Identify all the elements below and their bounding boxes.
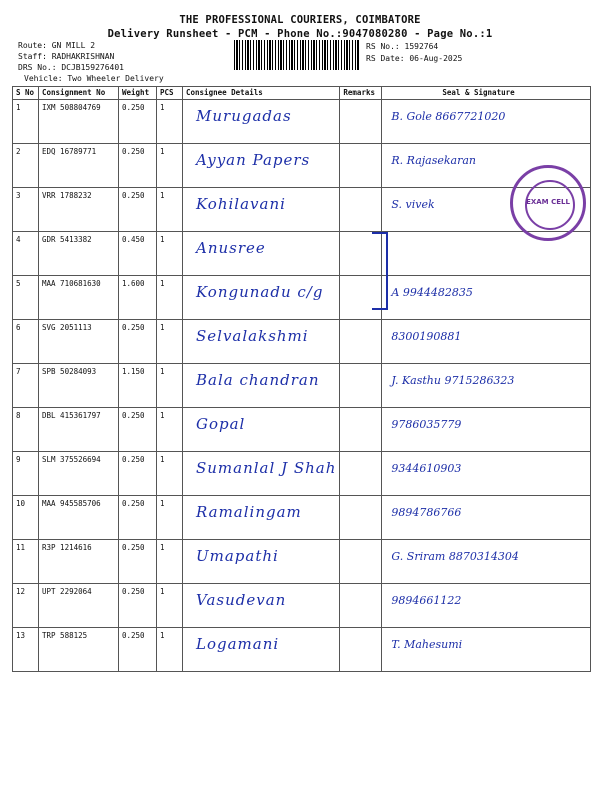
signature-handwriting: B. Gole 8667721020 xyxy=(391,110,506,123)
col-weight: Weight xyxy=(119,87,157,100)
weight-cell: 0.250 xyxy=(119,540,157,584)
signature-cell xyxy=(382,628,591,672)
signature-cell xyxy=(382,540,591,584)
consignee-cell xyxy=(183,408,340,452)
weight-cell: 0.250 xyxy=(119,188,157,232)
pcs-cell: 1 xyxy=(157,276,183,320)
consignee-handwriting: Bala chandran xyxy=(196,371,320,389)
consignee-handwriting: Murugadas xyxy=(196,107,292,125)
pcs-cell: 1 xyxy=(157,144,183,188)
consignee-cell xyxy=(183,540,340,584)
route-label: Route: GN MILL 2 xyxy=(18,41,96,50)
consignee-handwriting: Ramalingam xyxy=(196,503,302,521)
remarks-cell xyxy=(340,408,382,452)
signature-cell xyxy=(382,452,591,496)
signature-handwriting: 9894786766 xyxy=(391,506,462,519)
signature-handwriting: S. vivek xyxy=(391,198,435,211)
pcs-cell: 1 xyxy=(157,408,183,452)
table-row xyxy=(13,144,591,188)
remarks-cell xyxy=(340,188,382,232)
consignment-cell: MAA 710681630 xyxy=(39,276,119,320)
col-pcs: PCS xyxy=(157,87,183,100)
consignee-cell xyxy=(183,584,340,628)
col-signature: Seal & Signature xyxy=(382,87,591,100)
runsheet-table xyxy=(12,86,591,672)
barcode-image xyxy=(234,40,360,70)
weight-cell: 0.250 xyxy=(119,496,157,540)
pcs-cell: 1 xyxy=(157,584,183,628)
pcs-cell: 1 xyxy=(157,540,183,584)
remarks-cell xyxy=(340,540,382,584)
table-row xyxy=(13,584,591,628)
table-row xyxy=(13,364,591,408)
consignment-cell: SPB 50284093 xyxy=(39,364,119,408)
table-row xyxy=(13,540,591,584)
table-row xyxy=(13,496,591,540)
col-consignee: Consignee Details xyxy=(183,87,340,100)
weight-cell: 0.250 xyxy=(119,628,157,672)
signature-handwriting: G. Sriram 8870314304 xyxy=(391,550,519,563)
sno-cell: 11 xyxy=(13,540,39,584)
pcs-cell: 1 xyxy=(157,496,183,540)
consignment-cell: TRP 588125 xyxy=(39,628,119,672)
consignee-handwriting: Kongunadu c/g xyxy=(196,283,324,301)
company-title: THE PROFESSIONAL COURIERS, COIMBATORE xyxy=(179,14,421,26)
sno-cell: 7 xyxy=(13,364,39,408)
consignment-cell: R3P 1214616 xyxy=(39,540,119,584)
signature-cell xyxy=(382,276,591,320)
remarks-cell xyxy=(340,364,382,408)
consignment-cell: SLM 375526694 xyxy=(39,452,119,496)
remarks-cell xyxy=(340,320,382,364)
consignee-cell xyxy=(183,188,340,232)
pcs-cell: 1 xyxy=(157,628,183,672)
consignment-cell: UPT 2292064 xyxy=(39,584,119,628)
sno-cell: 6 xyxy=(13,320,39,364)
table-row xyxy=(13,276,591,320)
sno-cell: 1 xyxy=(13,100,39,144)
sno-cell: 2 xyxy=(13,144,39,188)
table-row xyxy=(13,232,591,276)
consignment-cell: SVG 2051113 xyxy=(39,320,119,364)
weight-cell: 0.250 xyxy=(119,408,157,452)
pcs-cell: 1 xyxy=(157,320,183,364)
consignee-handwriting: Sumanlal J Shah xyxy=(196,459,337,477)
col-consignment: Consignment No xyxy=(39,87,119,100)
handwritten-bracket xyxy=(372,232,388,310)
consignment-cell: EDQ 16789771 xyxy=(39,144,119,188)
weight-cell: 0.250 xyxy=(119,144,157,188)
remarks-cell xyxy=(340,452,382,496)
consignee-cell xyxy=(183,628,340,672)
vehicle-label: Vehicle: Two Wheeler Delivery xyxy=(24,74,164,83)
pcs-cell: 1 xyxy=(157,452,183,496)
table-row xyxy=(13,408,591,452)
signature-cell xyxy=(382,408,591,452)
table-row xyxy=(13,628,591,672)
consignment-cell: VRR 1788232 xyxy=(39,188,119,232)
consignee-handwriting: Selvalakshmi xyxy=(196,327,309,345)
consignment-cell: DBL 415361797 xyxy=(39,408,119,452)
signature-cell xyxy=(382,364,591,408)
sno-cell: 8 xyxy=(13,408,39,452)
signature-cell xyxy=(382,100,591,144)
signature-handwriting: 9344610903 xyxy=(391,462,462,475)
remarks-cell xyxy=(340,496,382,540)
consignment-cell: MAA 945585706 xyxy=(39,496,119,540)
table-row xyxy=(13,100,591,144)
consignee-handwriting: Logamani xyxy=(196,635,280,653)
remarks-cell xyxy=(340,584,382,628)
consignee-cell xyxy=(183,320,340,364)
signature-cell xyxy=(382,584,591,628)
consignee-cell xyxy=(183,144,340,188)
consignee-handwriting: Ayyan Papers xyxy=(196,151,311,169)
consignment-cell: IXM 508804769 xyxy=(39,100,119,144)
remarks-cell xyxy=(340,100,382,144)
signature-handwriting: A 9944482835 xyxy=(391,286,473,299)
consignee-handwriting: Vasudevan xyxy=(196,591,287,609)
drs-label: DRS No.: DCJB159276401 xyxy=(18,63,124,72)
signature-cell xyxy=(382,320,591,364)
consignee-cell xyxy=(183,276,340,320)
table-row xyxy=(13,320,591,364)
consignee-cell xyxy=(183,364,340,408)
pcs-cell: 1 xyxy=(157,188,183,232)
weight-cell: 0.250 xyxy=(119,584,157,628)
signature-handwriting: J. Kasthu 9715286323 xyxy=(391,374,515,387)
sno-cell: 4 xyxy=(13,232,39,276)
staff-label: Staff: RADHAKRISHNAN xyxy=(18,52,115,61)
col-sno: S No xyxy=(13,87,39,100)
rs-no-label: RS No.: 1592764 xyxy=(366,42,439,51)
runsheet-subtitle: Delivery Runsheet - PCM - Phone No.:9047080280 - Page No.:1 xyxy=(107,28,493,40)
signature-handwriting: 8300190881 xyxy=(391,330,462,343)
consignee-handwriting: Kohilavani xyxy=(196,195,286,213)
weight-cell: 1.150 xyxy=(119,364,157,408)
rs-date-label: RS Date: 06-Aug-2025 xyxy=(366,54,463,63)
weight-cell: 0.250 xyxy=(119,100,157,144)
sno-cell: 5 xyxy=(13,276,39,320)
weight-cell: 0.450 xyxy=(119,232,157,276)
consignee-cell xyxy=(183,496,340,540)
sno-cell: 9 xyxy=(13,452,39,496)
sno-cell: 13 xyxy=(13,628,39,672)
consignment-cell: GDR 5413382 xyxy=(39,232,119,276)
signature-cell xyxy=(382,496,591,540)
signature-handwriting: 9894661122 xyxy=(391,594,462,607)
table-row xyxy=(13,452,591,496)
pcs-cell: 1 xyxy=(157,232,183,276)
weight-cell: 0.250 xyxy=(119,452,157,496)
consignee-handwriting: Umapathi xyxy=(196,547,279,565)
sno-cell: 10 xyxy=(13,496,39,540)
exam-cell-stamp xyxy=(510,165,586,241)
signature-handwriting: R. Rajasekaran xyxy=(391,154,477,167)
remarks-cell xyxy=(340,628,382,672)
table-row xyxy=(13,188,591,232)
pcs-cell: 1 xyxy=(157,100,183,144)
remarks-cell xyxy=(340,144,382,188)
signature-handwriting: 9786035779 xyxy=(391,418,462,431)
consignee-handwriting: Anusree xyxy=(196,239,266,257)
col-remarks: Remarks xyxy=(340,87,382,100)
stamp-label: EXAM CELL xyxy=(526,198,570,206)
consignee-cell xyxy=(183,232,340,276)
consignee-cell xyxy=(183,100,340,144)
signature-handwriting: T. Mahesumi xyxy=(391,638,463,651)
table-header-row xyxy=(13,87,591,100)
sno-cell: 3 xyxy=(13,188,39,232)
consignee-cell xyxy=(183,452,340,496)
weight-cell: 0.250 xyxy=(119,320,157,364)
consignee-handwriting: Gopal xyxy=(196,415,246,433)
sno-cell: 12 xyxy=(13,584,39,628)
pcs-cell: 1 xyxy=(157,364,183,408)
weight-cell: 1.600 xyxy=(119,276,157,320)
